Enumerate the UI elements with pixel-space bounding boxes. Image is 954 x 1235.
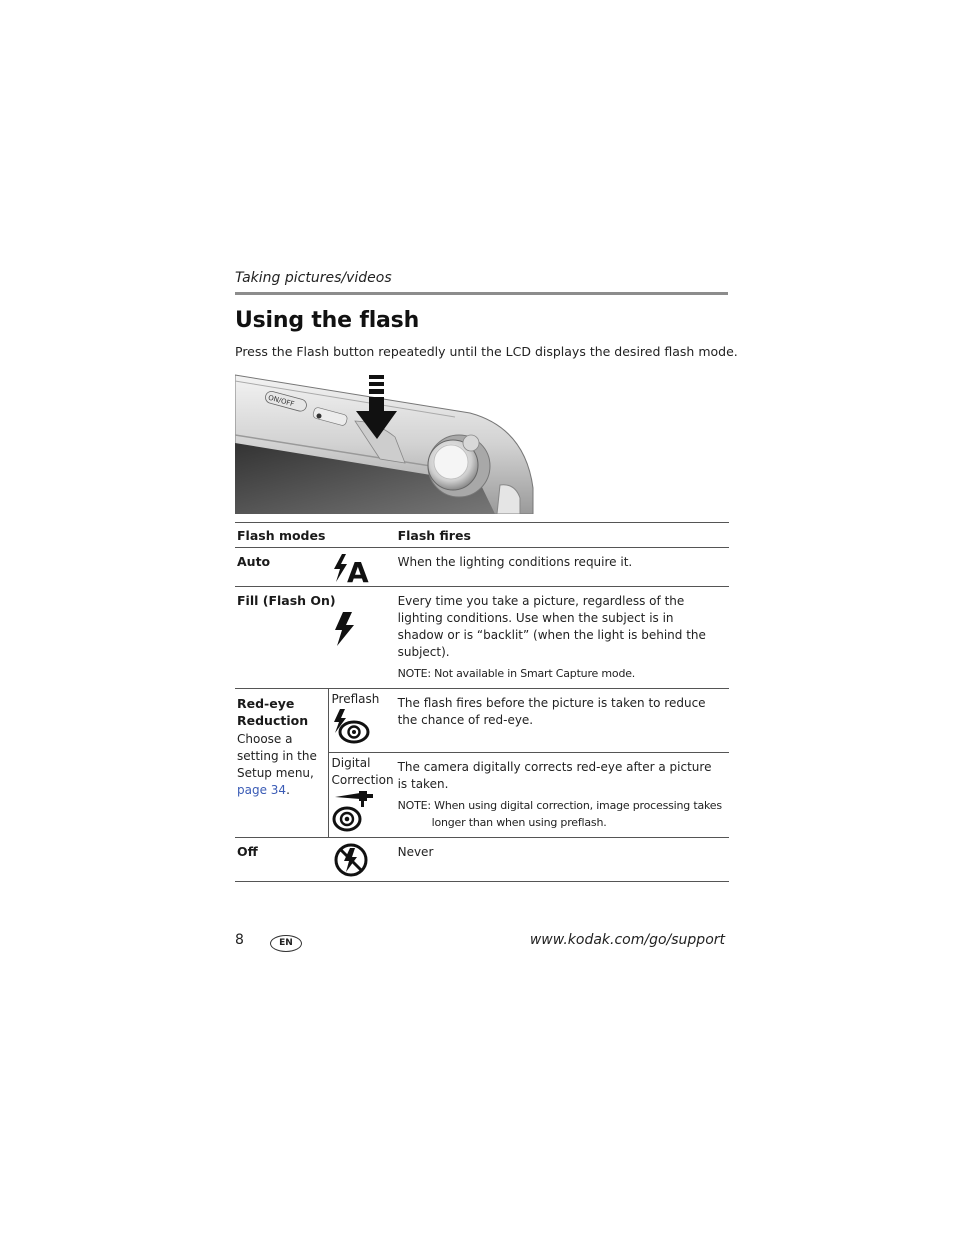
redeye-preflash-icon xyxy=(329,708,396,747)
page-title: Using the flash xyxy=(235,308,420,333)
desc-off: Never xyxy=(396,838,729,882)
flash-modes-table xyxy=(235,522,729,882)
redeye-help-text: Choose a setting in the Setup menu, xyxy=(237,732,317,780)
col-header-flash-fires: Flash fires xyxy=(396,523,729,548)
mode-label-redeye-line1: Red-eye xyxy=(237,696,295,711)
table-row-off xyxy=(235,838,729,882)
table-row-fill xyxy=(235,587,729,689)
svg-text:A: A xyxy=(347,556,369,583)
note-fill: NOTE: Not available in Smart Capture mode. xyxy=(397,667,636,680)
table-row-auto xyxy=(235,548,729,587)
language-badge: EN xyxy=(270,935,302,952)
sub-label-digital-line1: Digital xyxy=(331,756,371,770)
header-rule xyxy=(235,292,728,295)
flash-on-icon xyxy=(334,611,358,650)
sub-label-preflash: Preflash xyxy=(331,692,380,706)
table-header-row xyxy=(235,523,729,548)
flash-auto-icon xyxy=(332,553,396,586)
mode-label-auto: Auto xyxy=(235,548,328,587)
flash-off-icon xyxy=(333,842,396,881)
camera-photo xyxy=(235,373,534,514)
page-34-link[interactable]: page 34 xyxy=(237,783,287,797)
mode-label-redeye-line2: Reduction xyxy=(237,713,309,728)
desc-auto: When the lighting conditions require it. xyxy=(396,548,729,587)
desc-preflash: The flash fires before the picture is taken to reduce the chance of red-eye. xyxy=(396,689,729,753)
sub-label-digital-line2: Correction xyxy=(331,773,394,787)
section-header: Taking pictures/videos xyxy=(235,270,392,286)
desc-fill: Every time you take a picture, regardless of the lighting conditions. Use when the subject is in shadow or is “backlit” (when the light is behind the subject). xyxy=(397,594,706,659)
note-digital: NOTE: When using digital correction, image processing takes longer than when using preflash. xyxy=(397,799,722,829)
table-row-redeye-preflash xyxy=(235,689,729,753)
intro-text: Press the Flash button repeatedly until the LCD displays the desired flash mode. xyxy=(235,344,738,359)
redeye-digital-icon xyxy=(329,789,396,836)
mode-label-off: Off xyxy=(235,838,328,882)
redeye-help-suffix: . xyxy=(286,783,290,797)
desc-digital: The camera digitally corrects red-eye after a picture is taken. xyxy=(397,760,712,791)
on-off-label: ON/OFF xyxy=(267,393,296,409)
support-url[interactable]: www.kodak.com/go/support xyxy=(529,932,725,948)
col-header-flash-modes: Flash modes xyxy=(235,523,396,548)
page-number: 8 xyxy=(235,932,244,948)
mode-label-fill: Fill (Flash On) xyxy=(237,593,336,608)
